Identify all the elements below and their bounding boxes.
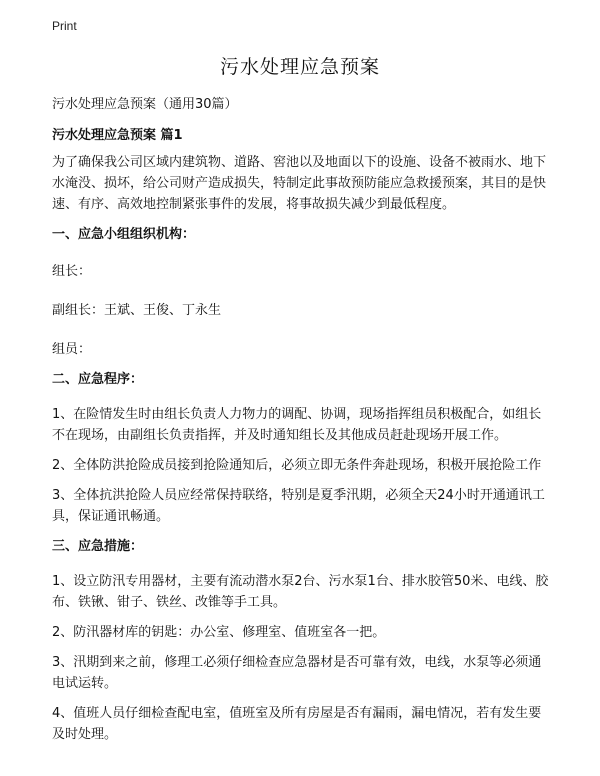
procedure-item-3: 3、全体抗洪抢险人员应经常保持联络，特别是夏季汛期，必须全天24小时开通通讯工具，保证通讯畅通。 bbox=[52, 488, 545, 524]
procedure-item-1: 1、在险情发生时由组长负责人力物力的调配、协调，现场指挥组员积极配合，如组长不在现场，由副组长负责指挥，并及时通知组长及其他成员赶赴现场开展工作。 bbox=[52, 407, 542, 443]
measure-item-2: 2、防汛器材库的钥匙：办公室、修理室、值班室各一把。 bbox=[52, 625, 386, 640]
procedure-item-2: 2、全体防洪抢险成员接到抢险通知后，必须立即无条件奔赴现场，积极开展抢险工作 bbox=[52, 458, 542, 473]
document-title: 污水处理应急预案 bbox=[219, 56, 380, 78]
intro-paragraph: 为了确保我公司区域内建筑物、道路、窖池以及地面以下的设施、设备不被雨水、地下水淹没、损坏，给公司财产造成损失，特制定此事故预防能应急救援预案，其目的是快速、有序、高效地控制紧张事件的发展，将事故损失减少到最低程度。 bbox=[52, 155, 547, 212]
measure-item-3: 3、汛期到来之前，修理工必须仔细检查应急器材是否可靠有效，电线，水泵等必须通电试运转。 bbox=[52, 655, 542, 691]
measure-item-4: 4、值班人员仔细检查配电室，值班室及所有房屋是否有漏雨，漏电情况，若有发生要及时处理。 bbox=[52, 706, 542, 742]
deputy-leader-line: 副组长：王斌、王俊、丁永生 bbox=[52, 303, 222, 318]
leader-line: 组长： bbox=[52, 264, 92, 279]
section-heading-procedure: 二、应急程序： bbox=[52, 372, 144, 387]
print-label[interactable]: Print bbox=[52, 19, 77, 33]
section-heading-measures: 三、应急措施： bbox=[52, 539, 144, 554]
section-heading-organization: 一、应急小组组织机构： bbox=[52, 227, 196, 242]
article-heading: 污水处理应急预案 篇1 bbox=[52, 128, 183, 143]
members-line: 组员： bbox=[52, 342, 92, 357]
measure-item-1: 1、设立防汛专用器材，主要有流动潜水泵2台、污水泵1台、排水胶管50米、电线、胶布、铁锹、钳子、铁丝、改锥等手工具。 bbox=[52, 574, 549, 610]
document-body bbox=[52, 152, 550, 754]
document-subtitle: 污水处理应急预案（通用30篇） bbox=[52, 97, 238, 112]
